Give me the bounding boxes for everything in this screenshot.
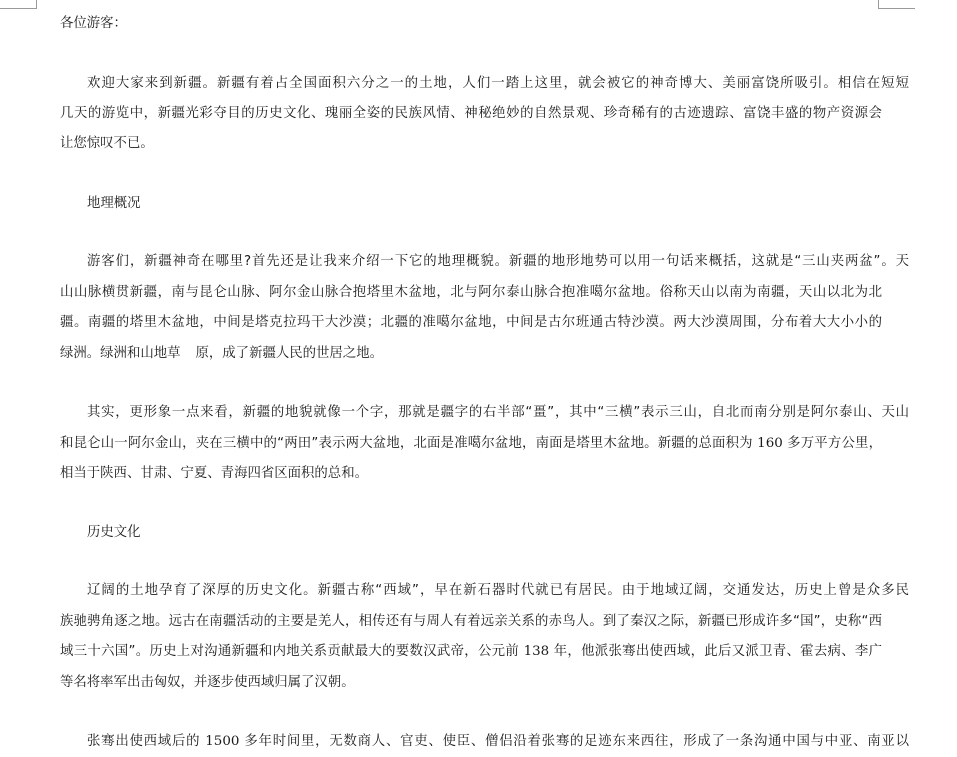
paragraph-line — [60, 727, 909, 757]
paragraph-text: 域三十六国”。历史上对沟通新疆和内地关系贡献最大的要数汉武帝，公元前 — [60, 644, 524, 659]
paragraph-text: 原，成了新疆人民的世居之地。 — [195, 346, 383, 361]
year-number: 138 — [523, 644, 550, 659]
paragraph-line — [60, 637, 882, 667]
paragraph-text: 张骞出使西域后的 — [87, 734, 206, 749]
section-heading-history: 历史文化 — [87, 525, 141, 540]
paragraph-line — [60, 339, 882, 369]
paragraph-text: 多万平方公里， — [782, 436, 882, 451]
paragraph-line: 游客们，新疆神奇在哪里?首先还是让我来介绍一下它的地理概貌。新疆的地形地势可以用一句话来概括，这就是“三山夹两盆”。天 — [87, 254, 909, 269]
years-number: 1500 — [205, 734, 240, 749]
crop-mark-top-left-horizontal — [0, 8, 37, 9]
paragraph-line: 山山脉横贯新疆，南与昆仑山脉、阿尔金山脉合抱塔里木盆地，北与阿尔泰山脉合抱准噶尔盆地。俗称天山以南为南疆，天山以北为北 — [60, 285, 882, 300]
paragraph-line: 相当于陕西、甘肃、宁夏、青海四省区面积的总和。 — [60, 466, 368, 481]
paragraph-line: 欢迎大家来到新疆。新疆有着占全国面积六分之一的土地，人们一踏上这里，就会被它的神奇博大、美丽富饶所吸引。相信在短短 — [87, 76, 909, 91]
greeting: 各位游客： — [60, 16, 127, 31]
crop-mark-top-right — [878, 0, 879, 8]
paragraph-text: 绿洲。绿洲和山地草 — [60, 346, 181, 361]
crop-mark-top-left — [36, 0, 37, 8]
crop-mark-top-right-horizontal — [878, 8, 915, 9]
paragraph-line: 让您惊叹不已。 — [60, 136, 154, 151]
paragraph-line: 几天的游览中，新疆光彩夺目的历史文化、瑰丽全姿的民族风情、神秘绝妙的自然景观、珍奇稀有的古迹遗踪、富饶丰盛的物产资源会 — [60, 106, 882, 121]
paragraph-line — [60, 429, 882, 459]
paragraph-text: 年，他派张骞出使西域，此后又派卫青、霍去病、李广 — [549, 644, 882, 659]
paragraph-line: 其实，更形象一点来看，新疆的地貌就像一个字，那就是疆字的右半部“畺”，其中“三横”表示三山，自北而南分别是阿尔泰山、天山 — [87, 405, 909, 420]
paragraph-line: 辽阔的土地孕育了深厚的历史文化。新疆古称“西域”，早在新石器时代就已有居民。由于地域辽阔，交通发达，历史上曾是众多民 — [87, 583, 909, 598]
area-number: 160 — [757, 436, 783, 451]
paragraph-line: 族驰骋角逐之地。远古在南疆活动的主要是羌人，相传还有与周人有着远亲关系的赤鸟人。到了秦汉之际，新疆已形成许多“国”，史称“西 — [60, 614, 882, 629]
paragraph-text: 多年时间里，无数商人、官吏、使臣、僧侣沿着张骞的足迹东来西往，形成了一条沟通中国与中亚、南亚以 — [239, 734, 909, 749]
section-heading-geography: 地理概况 — [87, 196, 141, 211]
paragraph-line: 等名将率军出击匈奴，并逐步使西域归属了汉朝。 — [60, 675, 355, 690]
paragraph-line: 疆。南疆的塔里木盆地，中间是塔克拉玛干大沙漠；北疆的准噶尔盆地，中间是古尔班通古特沙漠。两大沙漠周围，分布着大大小小的 — [60, 315, 882, 330]
paragraph-text: 和昆仑山一阿尔金山，夹在三横中的“两田”表示两大盆地，北面是准噶尔盆地，南面是塔里木盆地。新疆的总面积为 — [60, 436, 758, 451]
